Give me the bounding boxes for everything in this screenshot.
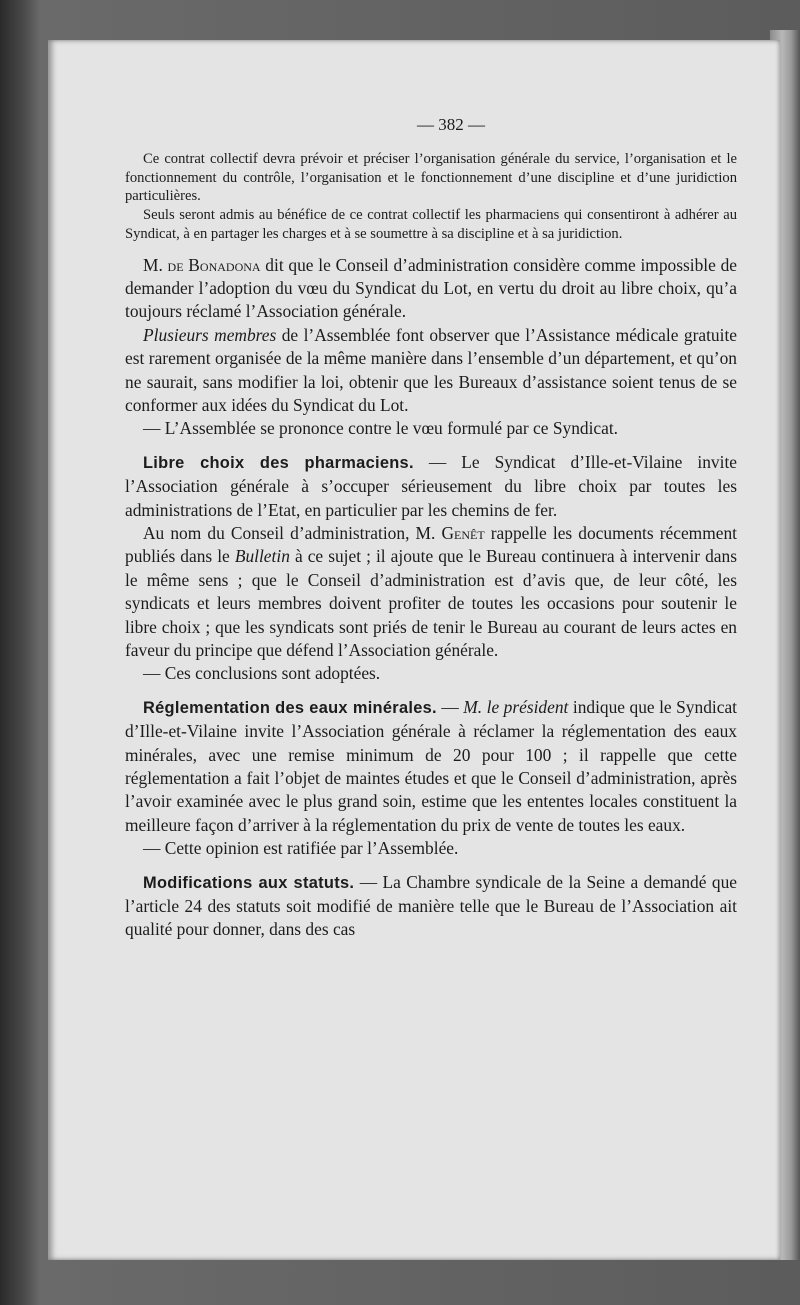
reglementation-paragraph — [125, 696, 737, 837]
bonadona-name: M. de Bonadona — [143, 254, 261, 275]
genet-paragraph — [125, 522, 737, 662]
reglementation-president: M. le président — [463, 696, 569, 717]
admission-paragraph: Seuls seront admis au bénéfice de ce contrat collectif les pharmaciens qui consentiront à adhérer au Syndicat, à en partager les charges et à se soumettre à sa discipline et à sa juridiction. — [125, 207, 737, 242]
genet-name: Genêt — [441, 522, 485, 543]
genet-text-after: à ce sujet ; il ajoute que le Bureau continuera à intervenir dans le même sens ; que le Conseil d’administration est d’avis que, de leur côté, les syndicats et leurs membres doivent profiter de toutes les occasions pour soutenir le libre choix ; que les syndicats sont priés de tenir le Bureau au courant de leurs actes en faveur du principe que défend l’Association générale. — [125, 546, 737, 661]
modifications-text: — La Chambre syndicale de la Seine a demandé que l’article 24 des statuts soit modifié de manière telle que le Bureau de l’Association ait qualité pour donner, dans des cas — [125, 871, 737, 940]
plusieurs-text: de l’Assemblée font observer que l’Assistance médicale gratuite est rarement organisée de la même manière dans l’ensemble d’un département, et qu’on ne saurait, sans modifier la loi, obtenir que les Bureaux d’assistance soient tenus de se conformer aux idées du Syndicat du Lot. — [125, 324, 737, 415]
libre-choix-text: — Le Syndicat d’Ille-et-Vilaine invite l’Association générale à s’occuper sérieusement du libre choix par toutes les administrations de l’Etat, en particulier par les chemins de fer. — [125, 451, 737, 520]
plusieurs-paragraph — [125, 324, 737, 418]
reglementation-dash: — — [436, 696, 464, 717]
genet-text-before: Au nom du Conseil d’administration, M. — [143, 522, 442, 543]
genet-bulletin: Bulletin — [234, 546, 290, 567]
modifications-paragraph — [125, 871, 737, 942]
bonadona-paragraph — [125, 254, 737, 324]
reglementation-text: indique que le Syndicat d’Ille-et-Vilaine invite l’Association générale à réclamer la réglementation des eaux minérales, avec une remise minimum de 20 pour 100 ; il rappelle que cette réglementation a fait l’objet de maintes études et que le Conseil d’administration, après l’avoir examinée avec le plus grand soin, estime que les ententes locales constituent la meilleure façon d’arriver à la réglementation du prix de vente de toutes les eaux. — [125, 696, 737, 835]
page-number: — 382 — — [417, 115, 485, 134]
genet-text-middle: rappelle les documents récemment publiés dans le — [125, 522, 737, 567]
vote-3: — Cette opinion est ratifiée par l’Assemblée. — [143, 838, 459, 859]
contract-paragraph: Ce contrat collectif devra prévoir et préciser l’organisation générale du service, l’organisation et le fonctionnement du contrôle, l’organisation et le fonctionnement d’une discipline et d’une juridiction particulières. — [125, 151, 737, 205]
reglementation-heading: Réglementation des eaux minérales. — [143, 698, 437, 717]
bonadona-text: dit que le Conseil d’administration considère comme impossible de demander l’adoption du vœu du Syndicat du Lot, en vertu du droit au libre choix, qu’a toujours réclamé l’Association générale. — [125, 254, 737, 322]
vote-2: — Ces conclusions sont adoptées. — [143, 663, 381, 684]
libre-choix-heading: Libre choix des pharmaciens. — [143, 453, 414, 472]
plusieurs-italic: Plusieurs membres — [143, 324, 277, 345]
page-text — [125, 115, 737, 942]
libre-choix-paragraph — [125, 451, 737, 522]
vote-1: — L’Assemblée se prononce contre le vœu formulé par ce Syndicat. — [143, 418, 619, 439]
modifications-heading: Modifications aux statuts. — [143, 873, 355, 892]
